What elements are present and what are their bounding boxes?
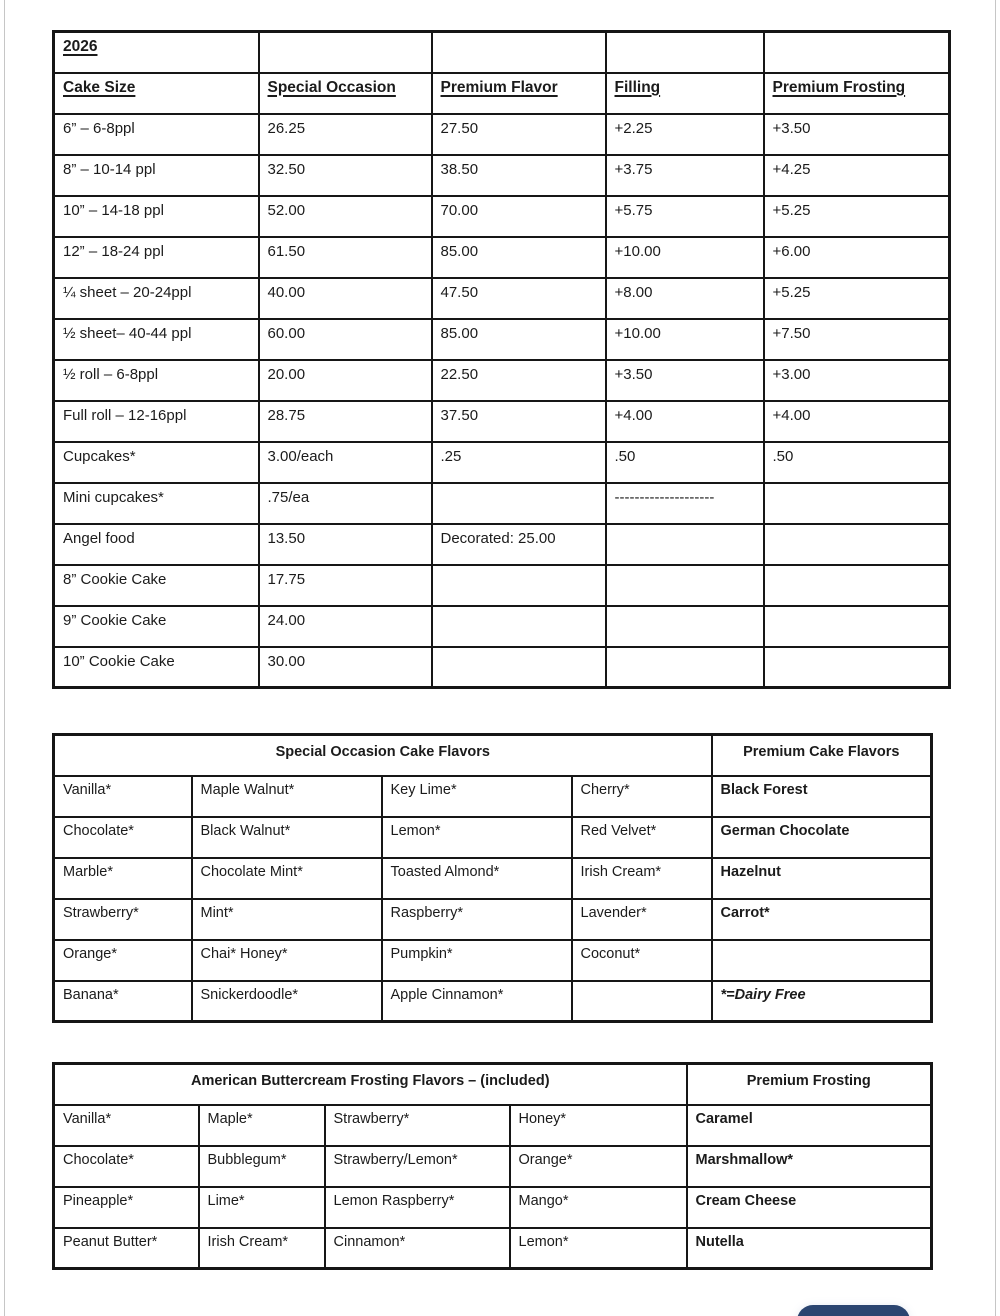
table-row — [54, 196, 950, 237]
price-cell: 37.50 — [432, 401, 606, 442]
empty-cell — [259, 32, 432, 73]
price-cell: 70.00 — [432, 196, 606, 237]
frosting-cell: Marshmallow* — [687, 1146, 932, 1187]
table-row — [54, 606, 950, 647]
floating-widget-button[interactable] — [797, 1305, 910, 1316]
table-row — [54, 817, 932, 858]
frosting-cell: Strawberry/Lemon* — [325, 1146, 510, 1187]
occasion-flavors-title: Special Occasion Cake Flavors — [54, 735, 712, 776]
buttercream-flavors-title: American Buttercream Frosting Flavors – (included) — [54, 1064, 687, 1105]
flavor-cell: German Chocolate — [712, 817, 932, 858]
header-row — [54, 73, 950, 114]
column-header-premium-flavor: Premium Flavor — [432, 73, 606, 114]
price-cell: 24.00 — [259, 606, 432, 647]
price-cell: 22.50 — [432, 360, 606, 401]
price-cell: +8.00 — [606, 278, 764, 319]
column-header-filling: Filling — [606, 73, 764, 114]
flavor-cell: Apple Cinnamon* — [382, 981, 572, 1022]
price-cell: +6.00 — [764, 237, 950, 278]
frosting-cell: Bubblegum* — [199, 1146, 325, 1187]
price-cell: 38.50 — [432, 155, 606, 196]
price-cell — [432, 565, 606, 606]
price-cell: +3.50 — [606, 360, 764, 401]
flavor-cell: Vanilla* — [54, 776, 192, 817]
flavor-cell: Maple Walnut* — [192, 776, 382, 817]
flavor-cell: Irish Cream* — [572, 858, 712, 899]
flavor-cell: Orange* — [54, 940, 192, 981]
flavor-cell: Carrot* — [712, 899, 932, 940]
price-cell: +10.00 — [606, 319, 764, 360]
frosting-cell: Strawberry* — [325, 1105, 510, 1146]
price-cell: .50 — [764, 442, 950, 483]
header-row — [54, 735, 932, 776]
price-cell: .75/ea — [259, 483, 432, 524]
price-cell: Mini cupcakes* — [54, 483, 259, 524]
price-cell: 9” Cookie Cake — [54, 606, 259, 647]
table-row — [54, 981, 932, 1022]
flavor-cell: Lavender* — [572, 899, 712, 940]
frosting-cell: Caramel — [687, 1105, 932, 1146]
price-cell: ¼ sheet – 20-24ppl — [54, 278, 259, 319]
price-cell: 47.50 — [432, 278, 606, 319]
price-cell: 60.00 — [259, 319, 432, 360]
flavor-cell: Chocolate Mint* — [192, 858, 382, 899]
flavor-cell: Hazelnut — [712, 858, 932, 899]
frosting-cell: Lemon* — [510, 1228, 687, 1269]
price-cell: 10” Cookie Cake — [54, 647, 259, 688]
price-cell: 61.50 — [259, 237, 432, 278]
price-cell: Decorated: 25.00 — [432, 524, 606, 565]
flavor-cell: Marble* — [54, 858, 192, 899]
frosting-cell: Honey* — [510, 1105, 687, 1146]
table-row — [54, 647, 950, 688]
table-row — [54, 483, 950, 524]
price-cell: 6” – 6-8ppl — [54, 114, 259, 155]
price-cell — [432, 606, 606, 647]
frosting-cell: Chocolate* — [54, 1146, 199, 1187]
flavor-cell: Cherry* — [572, 776, 712, 817]
table-row — [54, 524, 950, 565]
table-row — [54, 565, 950, 606]
table-row — [54, 278, 950, 319]
price-cell: 85.00 — [432, 319, 606, 360]
price-cell: 52.00 — [259, 196, 432, 237]
table-row — [54, 114, 950, 155]
price-cell: 40.00 — [259, 278, 432, 319]
year-row — [54, 32, 950, 73]
column-header-premium-frosting: Premium Frosting — [764, 73, 950, 114]
frosting-cell: Lemon Raspberry* — [325, 1187, 510, 1228]
frosting-cell: Cinnamon* — [325, 1228, 510, 1269]
price-cell: 10” – 14-18 ppl — [54, 196, 259, 237]
price-cell: 17.75 — [259, 565, 432, 606]
price-cell: .50 — [606, 442, 764, 483]
price-cell: 26.25 — [259, 114, 432, 155]
price-cell — [764, 524, 950, 565]
frosting-cell: Lime* — [199, 1187, 325, 1228]
flavor-cell: Coconut* — [572, 940, 712, 981]
price-cell: +5.25 — [764, 278, 950, 319]
price-cell: 28.75 — [259, 401, 432, 442]
frosting-cell: Pineapple* — [54, 1187, 199, 1228]
page-edge-right — [995, 0, 996, 1316]
price-cell: +7.50 — [764, 319, 950, 360]
price-cell: -------------------- — [606, 483, 764, 524]
flavor-cell: Lemon* — [382, 817, 572, 858]
price-cell — [764, 606, 950, 647]
price-cell — [764, 483, 950, 524]
cake-price-table — [52, 30, 951, 689]
empty-cell — [606, 32, 764, 73]
frosting-cell: Maple* — [199, 1105, 325, 1146]
flavor-cell: Toasted Almond* — [382, 858, 572, 899]
page-edge-left — [4, 0, 5, 1316]
price-cell: +4.00 — [764, 401, 950, 442]
price-cell: 85.00 — [432, 237, 606, 278]
price-cell — [606, 565, 764, 606]
frosting-cell: Peanut Butter* — [54, 1228, 199, 1269]
flavor-cell: Strawberry* — [54, 899, 192, 940]
flavor-cell: Chai* Honey* — [192, 940, 382, 981]
price-cell: 32.50 — [259, 155, 432, 196]
frosting-cell: Cream Cheese — [687, 1187, 932, 1228]
table-row — [54, 940, 932, 981]
flavor-cell: Red Velvet* — [572, 817, 712, 858]
occasion-flavors-table — [52, 733, 933, 1023]
price-cell: .25 — [432, 442, 606, 483]
price-cell: 8” Cookie Cake — [54, 565, 259, 606]
price-cell: +3.50 — [764, 114, 950, 155]
price-cell: 27.50 — [432, 114, 606, 155]
flavor-cell: Mint* — [192, 899, 382, 940]
frosting-cell: Orange* — [510, 1146, 687, 1187]
frosting-cell: Irish Cream* — [199, 1228, 325, 1269]
flavor-cell — [712, 940, 932, 981]
price-cell: 30.00 — [259, 647, 432, 688]
price-cell: +5.25 — [764, 196, 950, 237]
price-cell: Cupcakes* — [54, 442, 259, 483]
price-cell — [606, 606, 764, 647]
price-cell: +3.00 — [764, 360, 950, 401]
table-row — [54, 442, 950, 483]
price-cell: 3.00/each — [259, 442, 432, 483]
price-cell — [606, 647, 764, 688]
flavor-cell — [572, 981, 712, 1022]
frosting-cell: Vanilla* — [54, 1105, 199, 1146]
table-row — [54, 1228, 932, 1269]
price-cell: +4.00 — [606, 401, 764, 442]
flavor-cell: Pumpkin* — [382, 940, 572, 981]
header-row — [54, 1064, 932, 1105]
table-row — [54, 401, 950, 442]
price-cell — [606, 524, 764, 565]
price-cell: 8” – 10-14 ppl — [54, 155, 259, 196]
price-cell — [764, 647, 950, 688]
flavor-cell: Black Forest — [712, 776, 932, 817]
price-cell: ½ sheet– 40-44 ppl — [54, 319, 259, 360]
price-cell: 20.00 — [259, 360, 432, 401]
flavor-cell: Banana* — [54, 981, 192, 1022]
price-cell: +4.25 — [764, 155, 950, 196]
price-cell — [764, 565, 950, 606]
price-cell: Full roll – 12-16ppl — [54, 401, 259, 442]
price-cell: ½ roll – 6-8ppl — [54, 360, 259, 401]
table-row — [54, 237, 950, 278]
price-cell: +2.25 — [606, 114, 764, 155]
empty-cell — [432, 32, 606, 73]
table-row — [54, 360, 950, 401]
price-cell — [432, 647, 606, 688]
flavor-cell: Key Lime* — [382, 776, 572, 817]
table-row — [54, 319, 950, 360]
price-cell: +5.75 — [606, 196, 764, 237]
flavor-cell: Raspberry* — [382, 899, 572, 940]
price-cell: Angel food — [54, 524, 259, 565]
empty-cell — [764, 32, 950, 73]
table-row — [54, 1187, 932, 1228]
flavor-cell: Chocolate* — [54, 817, 192, 858]
table-row — [54, 155, 950, 196]
flavor-cell: *=Dairy Free — [712, 981, 932, 1022]
frosting-cell: Mango* — [510, 1187, 687, 1228]
price-cell: +3.75 — [606, 155, 764, 196]
table-row — [54, 776, 932, 817]
table-row — [54, 899, 932, 940]
price-cell: +10.00 — [606, 237, 764, 278]
premium-frosting-title: Premium Frosting — [687, 1064, 932, 1105]
price-cell: 12” – 18-24 ppl — [54, 237, 259, 278]
price-cell: 13.50 — [259, 524, 432, 565]
frosting-cell: Nutella — [687, 1228, 932, 1269]
premium-cake-flavors-title: Premium Cake Flavors — [712, 735, 932, 776]
flavor-cell: Snickerdoodle* — [192, 981, 382, 1022]
column-header-cake-size: Cake Size — [54, 73, 259, 114]
price-cell — [432, 483, 606, 524]
flavor-cell: Black Walnut* — [192, 817, 382, 858]
year-label: 2026 — [54, 32, 259, 73]
column-header-special-occasion: Special Occasion — [259, 73, 432, 114]
table-row — [54, 1146, 932, 1187]
frosting-flavors-table — [52, 1062, 933, 1270]
table-row — [54, 858, 932, 899]
table-row — [54, 1105, 932, 1146]
